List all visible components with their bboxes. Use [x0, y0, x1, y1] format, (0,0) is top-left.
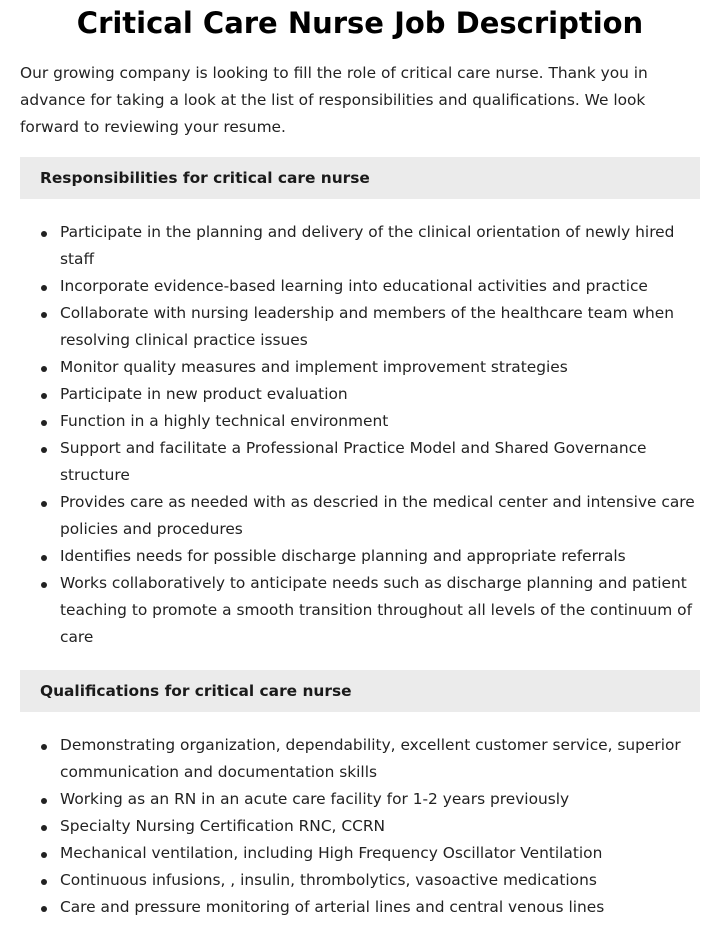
list-item: Provides care as needed with as descried in the medical center and intensive care policies and procedures [20, 489, 700, 543]
responsibilities-heading: Responsibilities for critical care nurse [20, 157, 700, 199]
responsibilities-list [20, 219, 700, 651]
intro-paragraph: Our growing company is looking to fill the role of critical care nurse. Thank you in advance for taking a look at the list of responsibilities and qualifications. We look forward to reviewing your resume. [20, 64, 648, 136]
list-item: Identifies needs for possible discharge planning and appropriate referrals [20, 543, 700, 570]
qualifications-heading: Qualifications for critical care nurse [20, 670, 700, 712]
list-item: Collaborate with nursing leadership and members of the healthcare team when resolving clinical practice issues [20, 300, 700, 354]
list-item: Demonstrating organization, dependability, excellent customer service, superior communication and documentation skills [20, 732, 700, 786]
list-item: Continuous infusions, , insulin, thrombolytics, vasoactive medications [20, 867, 700, 894]
list-item: Monitor quality measures and implement improvement strategies [20, 354, 700, 381]
page-title: Critical Care Nurse Job Description [76, 6, 644, 40]
qualifications-list [20, 732, 700, 921]
list-item: Care and pressure monitoring of arterial lines and central venous lines [20, 894, 700, 921]
list-item: Incorporate evidence-based learning into educational activities and practice [20, 273, 700, 300]
list-item: Working as an RN in an acute care facility for 1-2 years previously [20, 786, 700, 813]
list-item: Specialty Nursing Certification RNC, CCRN [20, 813, 700, 840]
list-item: Works collaboratively to anticipate needs such as discharge planning and patient teaching to promote a smooth transition throughout all levels of the continuum of care [20, 570, 700, 651]
list-item: Function in a highly technical environment [20, 408, 700, 435]
list-item: Support and facilitate a Professional Practice Model and Shared Governance structure [20, 435, 700, 489]
list-item: Participate in the planning and delivery of the clinical orientation of newly hired staff [20, 219, 700, 273]
list-item: Participate in new product evaluation [20, 381, 700, 408]
list-item: Mechanical ventilation, including High Frequency Oscillator Ventilation [20, 840, 700, 867]
